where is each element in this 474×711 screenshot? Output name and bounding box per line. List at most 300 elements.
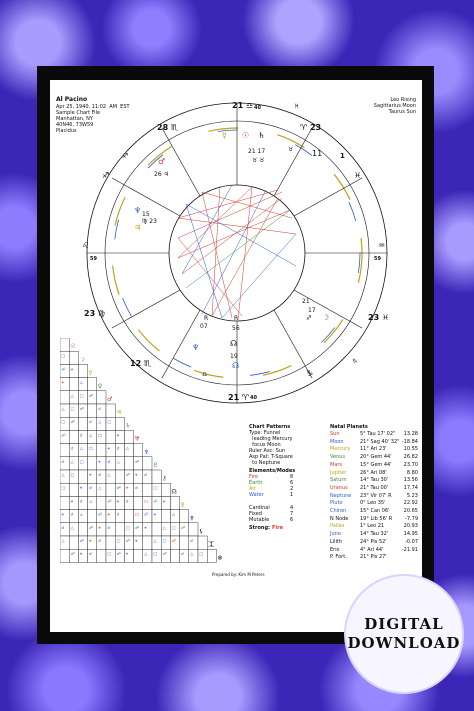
cusp-10-label: 21 ♎	[232, 101, 254, 110]
aspect-cell	[106, 404, 115, 417]
aspect-mark: □	[89, 445, 93, 451]
aspect-mark: ☌	[135, 485, 138, 491]
aspect-cell	[152, 523, 161, 536]
cusp-6-label: 23 ♓	[368, 313, 390, 322]
aspect-mark: △	[89, 498, 93, 504]
element-fire-count: 8	[290, 474, 294, 480]
mode-cardinal-count: 4	[290, 505, 294, 511]
element-water: Water	[249, 492, 264, 498]
aspect-cell	[152, 470, 161, 483]
aspect-cell	[88, 510, 97, 523]
cusp-8-label: ♓	[354, 171, 362, 180]
aspect-mark: ☌	[70, 445, 74, 451]
aspect-cell	[106, 430, 115, 443]
planet-position: 4° Ari 44'	[360, 546, 384, 553]
aspect-mark: □	[135, 511, 139, 517]
svg-text:♂: ♂	[158, 157, 166, 166]
cusp-11-label: 28 ♏	[157, 123, 179, 132]
aspect-mark: ☌	[89, 551, 92, 557]
planet-position: 19° Lib 56' R	[360, 515, 393, 522]
aspect-mark: ☌	[79, 432, 83, 438]
digital-download-badge	[346, 576, 462, 692]
aspect-cell	[134, 444, 143, 457]
aspect-mark: △	[162, 524, 166, 530]
aspect-mark: ⚹	[135, 538, 138, 543]
element-fire: Fire	[249, 474, 258, 480]
aspect-planet-glyph: ☉	[70, 343, 76, 351]
aspect-cell	[124, 510, 133, 523]
planet-name: Pluto	[330, 500, 343, 507]
aspect-mark: □	[107, 551, 112, 557]
planet-name: Mars	[330, 461, 343, 468]
aspect-planet-glyph: ☊	[171, 488, 177, 496]
aspect-mark: ☌	[116, 511, 120, 517]
cusp-4-label: 21 ♈	[228, 393, 250, 402]
aspect-cell	[69, 430, 78, 443]
aspect-cell	[106, 536, 115, 549]
aspect-grid	[60, 338, 230, 570]
mode-mutable-count: 6	[290, 517, 294, 523]
strong-label: Strong:	[249, 525, 271, 531]
aspect-mark: ⚹	[61, 511, 64, 517]
planet-name: Mercury	[330, 446, 351, 453]
aspect-mark: ⚹	[125, 551, 129, 557]
planet-name: N Node	[330, 515, 349, 522]
aspect-mark: □	[61, 353, 66, 359]
planet-position: 14° Tau 30'	[360, 477, 389, 484]
aspect-mark: ⚹	[107, 445, 110, 451]
svg-text:♍ 23: ♍ 23	[142, 218, 157, 225]
aspect-mark: △	[61, 406, 65, 411]
aspect-planet-glyph: ♂	[107, 396, 113, 403]
aspect-mark: △	[70, 524, 74, 530]
planet-position: 20° Gem 44'	[360, 454, 392, 461]
aspect-mark: □	[70, 406, 75, 411]
planet-position: 5° Tau 17' 02"	[360, 431, 396, 437]
aspect-planet-glyph: ⚸	[199, 528, 204, 535]
aspect-mark: □	[153, 551, 158, 557]
planet-position: 14° Tau 32'	[360, 531, 389, 538]
aspect-cell	[69, 351, 78, 364]
aspect-mark: ⚹	[162, 498, 166, 504]
aspect-mark: ⚹	[70, 498, 74, 504]
aspect-planet-glyph: ⚵	[189, 514, 195, 522]
aspect-mark: ☌	[107, 458, 111, 464]
aspect-mark: ☌	[116, 445, 120, 451]
aspect-mark: △	[98, 419, 102, 425]
aspect-mark: □	[79, 458, 84, 464]
natal-planets-title: Natal Planets	[330, 424, 368, 430]
chart-name: Al Pacino	[56, 96, 88, 103]
aspect-planet-glyph: ⚷	[162, 475, 167, 483]
aspect-mark: ☍	[144, 511, 149, 517]
aspect-mark: △	[107, 472, 111, 477]
mode-fixed: Fixed	[249, 511, 262, 517]
aspect-mark: △	[61, 472, 65, 477]
aspect-mark: △	[144, 551, 148, 557]
aspect-cell	[78, 417, 87, 430]
svg-text:♆: ♆	[134, 206, 142, 215]
house-system: Placidus	[56, 128, 77, 134]
aspect-mark: ☌	[89, 419, 92, 425]
chart-file: Sample Chart File	[56, 110, 101, 116]
planet-value: 20.93	[403, 523, 418, 530]
planet-name: Pallas	[330, 523, 345, 530]
aspect-mark: ☍	[116, 551, 121, 557]
planet-value: 13.28	[403, 431, 418, 437]
aspect-cell	[106, 483, 115, 496]
aspect-cell	[115, 470, 124, 483]
elements-title: Elements/Modes	[249, 468, 296, 474]
aspect-mark: ☍	[70, 419, 75, 425]
aspect-cell	[124, 430, 133, 443]
aspect-cell	[88, 378, 97, 391]
cusp-12-label: ♐	[102, 171, 110, 180]
aspect-mark: ☍	[162, 551, 167, 557]
aspect-planet-glyph: ♄	[125, 422, 131, 430]
aspect-mark: △	[61, 538, 65, 543]
aspect-mark: □	[153, 485, 158, 491]
aspect-cell	[180, 510, 189, 523]
element-earth: Earth	[249, 480, 263, 486]
aspect-cell	[207, 549, 216, 562]
aspect-mark: ☍	[79, 538, 84, 543]
planet-name: Eris	[330, 546, 340, 553]
aspect-mark: △	[125, 445, 129, 451]
aspect-mark: △	[79, 379, 83, 385]
planet-position: 21° Sag 40' 32"	[360, 438, 400, 445]
aspect-cell	[78, 523, 87, 536]
svg-text:♃: ♃	[134, 223, 142, 232]
aspect-mark: ☍	[61, 366, 66, 372]
planet-position: 15° Gem 44'	[360, 461, 392, 468]
aspect-mark: ☍	[153, 498, 158, 504]
planet-name: Lilith	[330, 538, 343, 545]
aspect-cell	[161, 510, 170, 523]
svg-text:♐: ♐	[122, 152, 129, 160]
pattern-line-3: focus Moon	[249, 442, 281, 448]
planet-name: Sun	[330, 431, 340, 437]
planet-value: 26.82	[403, 454, 418, 461]
aspect-mark: ⚹	[61, 379, 64, 385]
aspect-cell	[134, 549, 143, 562]
aspect-mark: □	[70, 472, 75, 477]
element-air-count: 2	[290, 486, 294, 492]
aspect-cell	[143, 457, 152, 470]
planet-value: 10.55	[403, 446, 418, 453]
mode-fixed-count: 7	[290, 511, 294, 517]
planet-position: 11° Ari 23'	[360, 446, 387, 453]
aspect-planet-glyph: ♇	[153, 462, 159, 469]
aspect-cell	[78, 470, 87, 483]
aspect-planet-glyph: ♀	[97, 382, 103, 390]
planet-value: -7.79	[405, 515, 418, 522]
aspect-mark: ☌	[144, 472, 147, 477]
aspect-mark: □	[61, 419, 66, 425]
moon-sign: Sagittarius Moon	[373, 103, 416, 109]
svg-text:19: 19	[230, 353, 238, 360]
pattern-line-2: leading Mercury	[249, 436, 293, 442]
aspect-mark: ☌	[98, 472, 101, 477]
aspect-mark: □	[199, 551, 204, 557]
svg-text:59: 59	[90, 256, 97, 262]
aspect-cell	[189, 523, 198, 536]
planet-position: 21° Pis 27'	[360, 554, 387, 561]
aspect-mark: △	[116, 458, 120, 464]
aspect-mark: □	[116, 538, 121, 543]
aspect-mark: ☍	[89, 392, 94, 398]
birth-place: Manhattan, NY	[56, 116, 93, 122]
pattern-line-6: to Neptune	[249, 460, 281, 466]
svg-text:R: R	[234, 315, 239, 322]
coordinates: 40N46, 73W59	[56, 122, 94, 128]
aspect-mark: △	[190, 551, 194, 557]
planet-position: 1° Leo 21	[360, 523, 385, 530]
planet-name: Moon	[330, 438, 344, 445]
chart-patterns-title: Chart Patterns	[249, 424, 291, 430]
svg-text:♄: ♄	[258, 131, 266, 140]
svg-text:☊: ☊	[232, 361, 240, 370]
planet-name: Neptune	[330, 492, 352, 499]
svg-text:07: 07	[200, 323, 208, 330]
aspect-cell	[88, 457, 97, 470]
aspect-mark: ☌	[61, 524, 65, 530]
svg-text:☽: ☽	[322, 313, 330, 322]
aspect-planet-glyph: ☿	[88, 369, 93, 377]
aspect-mark: ⚹	[135, 472, 138, 477]
aspect-mark: ☌	[98, 538, 101, 543]
svg-text:56: 56	[232, 325, 240, 332]
aspect-mark: □	[171, 524, 176, 530]
planet-value: 5.23	[406, 492, 418, 499]
aspect-mark: ⚹	[116, 498, 120, 504]
aspect-planet-glyph: ♆	[143, 448, 150, 456]
aspect-cell	[97, 444, 106, 457]
dsc-label: ♒	[378, 241, 386, 250]
aspect-mark: ⚹	[89, 538, 92, 543]
aspect-cell	[115, 417, 124, 430]
pattern-line-4: Ruler Asc: Sun	[249, 448, 286, 454]
aspect-cell	[60, 444, 69, 457]
aspect-cell	[69, 536, 78, 549]
svg-text:21 17: 21 17	[248, 148, 266, 155]
planet-name: Venus	[330, 454, 346, 461]
aspect-mark: ⚹	[144, 524, 147, 530]
aspect-planet-glyph: ⯰	[208, 541, 215, 549]
aspect-mark: △	[98, 485, 102, 491]
svg-text:☿: ☿	[222, 131, 227, 140]
svg-text:☊: ☊	[230, 339, 238, 348]
aspect-mark: ☌	[98, 406, 101, 411]
svg-text:♆: ♆	[192, 343, 200, 352]
cusp-9-label: ♈ 23	[300, 123, 322, 132]
aspect-mark: ⚹	[98, 524, 101, 530]
planet-name: Chiron	[330, 508, 347, 514]
aspect-mark: △	[79, 445, 83, 451]
cusp-2-label: 23 ♍	[84, 309, 106, 318]
aspect-mark: ☍	[61, 432, 66, 438]
planet-value: 22.92	[403, 500, 418, 507]
aspect-mark: ☍	[181, 524, 186, 530]
aspect-cell	[134, 496, 143, 509]
planet-name: Juno	[330, 531, 341, 538]
aspect-cell	[170, 496, 179, 509]
aspect-cell	[78, 364, 87, 377]
svg-text:40: 40	[250, 395, 257, 401]
aspect-planet-glyph: ♃	[116, 409, 122, 417]
planet-value: -18.84	[401, 438, 418, 445]
svg-text:♑: ♑	[352, 358, 358, 365]
strong-value: Fire	[272, 525, 283, 531]
aspect-mark: □	[61, 485, 66, 491]
aspect-mark: □	[162, 538, 167, 543]
aspect-cell	[97, 496, 106, 509]
aspect-cell	[97, 549, 106, 562]
aspect-mark: ☍	[135, 458, 140, 464]
aspect-cell	[69, 378, 78, 391]
aspect-mark: ☌	[61, 458, 65, 464]
aspect-cell	[60, 338, 69, 351]
aspect-mark: ⚹	[79, 551, 83, 557]
pattern-line-5: Asp Pat: T-Square	[249, 454, 293, 460]
aspect-cell	[180, 536, 189, 549]
planet-value: -21.91	[401, 546, 418, 553]
aspect-mark: ☌	[190, 538, 193, 543]
svg-text:11: 11	[312, 149, 323, 158]
aspect-mark: △	[70, 392, 74, 398]
svg-text:40: 40	[254, 105, 261, 111]
aspect-mark: ⚹	[153, 511, 156, 517]
svg-text:17: 17	[308, 307, 316, 314]
aspect-mark: □	[107, 419, 112, 425]
aspect-mark: ☍	[171, 538, 176, 543]
planet-position: 21° Tau 00'	[360, 484, 389, 491]
planet-name: Jupiter	[330, 469, 347, 476]
badge-line-2: DOWNLOAD	[347, 634, 461, 652]
planet-value: 14.95	[403, 531, 418, 538]
element-air: Air	[249, 486, 256, 492]
aspect-planet-glyph: ♅	[134, 435, 140, 443]
aspect-mark: □	[98, 432, 103, 438]
svg-text:21: 21	[302, 298, 310, 305]
aspect-cell	[143, 483, 152, 496]
element-water-count: 1	[290, 492, 294, 498]
rising-sign: Leo Rising	[390, 97, 416, 103]
aspect-mark: ☍	[116, 485, 121, 491]
svg-text:☉: ☉	[242, 131, 250, 140]
aspect-mark: ☍	[89, 524, 94, 530]
svg-text:1: 1	[340, 152, 345, 160]
aspect-mark: ☌	[70, 511, 74, 517]
svg-text:15: 15	[142, 211, 150, 218]
aspect-cell	[115, 523, 124, 536]
aspect-cell	[143, 536, 152, 549]
aspect-mark: ☍	[125, 472, 130, 477]
aspect-mark: ☍	[79, 406, 84, 411]
aspect-mark: □	[144, 498, 149, 504]
svg-text:R: R	[204, 315, 209, 322]
svg-text:♓: ♓	[294, 103, 300, 110]
aspect-mark: △	[153, 538, 157, 543]
aspect-mark: ⚹	[89, 472, 92, 477]
aspect-cell	[161, 483, 170, 496]
planet-position: 23° Vir 07' R	[360, 492, 392, 499]
svg-text:26 ♃: 26 ♃	[154, 171, 169, 178]
planet-name: Uranus	[330, 484, 348, 491]
planet-position: 24° Pis 52'	[360, 538, 387, 545]
aspect-cell	[69, 483, 78, 496]
aspect-mark: △	[171, 511, 175, 517]
planet-position: 15° Can 06'	[360, 508, 390, 514]
sun-sign: Taurus Sun	[388, 109, 416, 115]
aspect-cell	[60, 496, 69, 509]
aspect-mark: ☍	[107, 498, 112, 504]
aspect-mark: ☌	[79, 498, 83, 504]
aspect-mark: △	[79, 511, 83, 517]
planet-position: 26° Ari 08'	[360, 469, 387, 476]
planet-value: 20.65	[403, 508, 418, 514]
pattern-line-1: Type: Funnel	[249, 430, 281, 436]
svg-text:♐: ♐	[306, 315, 312, 322]
aspect-planet-glyph: ☽	[79, 356, 85, 364]
prepared-by: Prepared by: Kim M Peters	[212, 572, 265, 577]
aspect-mark: ⚹	[79, 485, 83, 491]
aspect-mark: ⚹	[116, 432, 120, 438]
aspect-mark: □	[79, 392, 84, 398]
planet-value: 8.80	[406, 469, 418, 476]
cusp-3-label: 12 ♏	[130, 359, 152, 368]
planet-position: 0° Leo 35'	[360, 500, 386, 507]
aspect-cell	[88, 404, 97, 417]
mode-cardinal: Cardinal	[249, 505, 270, 511]
aspect-cell	[60, 391, 69, 404]
badge-line-1: DIGITAL	[364, 615, 444, 633]
aspect-cell	[97, 391, 106, 404]
planet-name: P. Fort.	[330, 554, 347, 561]
aspect-planet-glyph: ⊗	[217, 554, 223, 562]
aspect-mark: ☍	[135, 524, 140, 530]
planet-value: 23.70	[403, 461, 418, 468]
planet-name: Saturn	[330, 477, 347, 484]
aspect-mark: ⚹	[70, 366, 74, 372]
aspect-mark: □	[125, 524, 130, 530]
aspect-mark: ⚹	[98, 458, 101, 464]
aspect-mark: ⚹	[107, 511, 110, 517]
cusp-5-label: ♑	[306, 369, 314, 378]
aspect-mark: ☌	[181, 551, 184, 557]
birth-datetime: Apr 25, 1940, 11:02 AM EST	[56, 104, 130, 110]
svg-text:♉ ♉: ♉ ♉	[252, 157, 265, 164]
aspect-mark: △	[70, 458, 74, 464]
aspect-cell	[198, 536, 207, 549]
aspect-mark: ☍	[70, 551, 75, 557]
aspect-mark: ⚹	[125, 485, 129, 491]
asc-label: ♌	[82, 241, 90, 250]
mode-mutable: Mutable	[249, 517, 270, 523]
aspect-cell	[60, 549, 69, 562]
svg-text:♉: ♉	[288, 146, 294, 153]
svg-text:59: 59	[374, 256, 381, 262]
aspect-mark: ☌	[125, 498, 129, 504]
aspect-mark: △	[89, 432, 93, 438]
aspect-mark: ☌	[89, 485, 92, 491]
aspect-cell	[170, 549, 179, 562]
aspect-mark: ☌	[107, 524, 111, 530]
planet-value: -0.07	[405, 538, 418, 545]
aspect-mark: ☍	[98, 511, 103, 517]
aspect-planet-glyph: ⚴	[180, 501, 186, 509]
planet-value: 17.74	[403, 484, 418, 491]
